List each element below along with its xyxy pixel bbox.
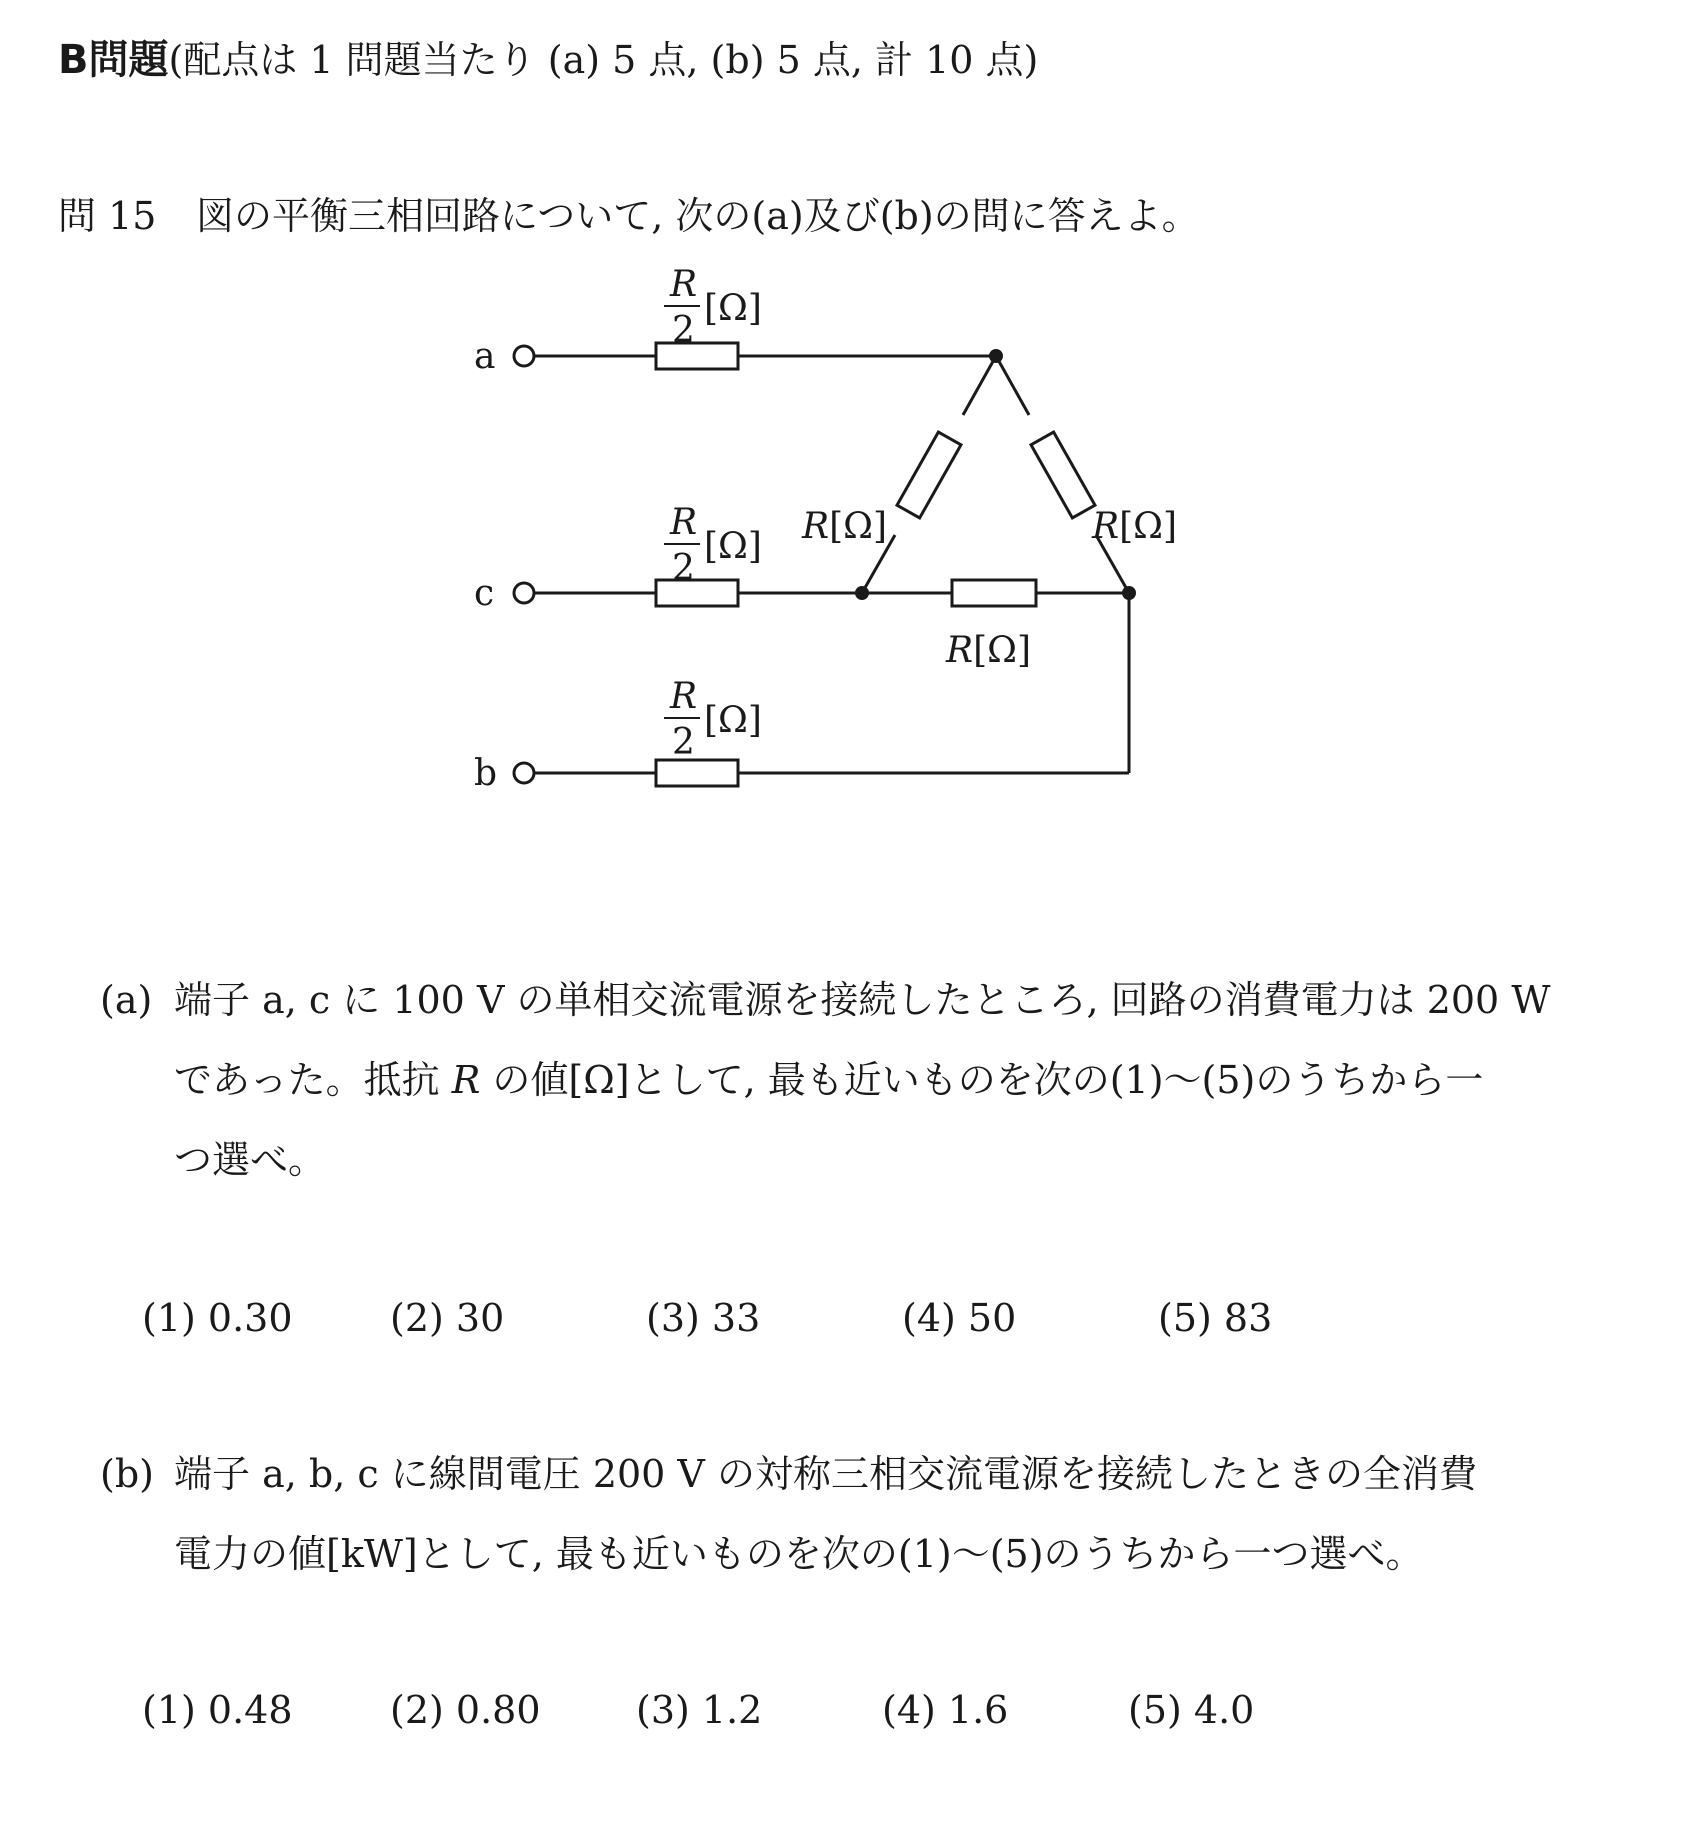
terminal-b bbox=[514, 763, 534, 783]
terminal-label-b: b bbox=[474, 753, 498, 794]
part-a-choice-2[interactable]: (2) 30 bbox=[390, 1296, 505, 1340]
section-header bbox=[58, 30, 1038, 90]
part-a-variable-r: R bbox=[451, 1058, 481, 1102]
part-b-choice-1[interactable]: (1) 0.48 bbox=[142, 1688, 293, 1732]
label-b-den: 2 bbox=[672, 722, 695, 763]
label-a-den: 2 bbox=[672, 310, 695, 351]
part-a-line-1 bbox=[100, 960, 1550, 1040]
label-a-unit: [Ω] bbox=[704, 288, 762, 329]
part-b-choice-5[interactable]: (5) 4.0 bbox=[1128, 1688, 1255, 1732]
part-a-text bbox=[100, 960, 1550, 1200]
node-right bbox=[1122, 586, 1136, 600]
part-a-choice-5[interactable]: (5) 83 bbox=[1158, 1296, 1273, 1340]
terminal-label-a: a bbox=[474, 336, 496, 377]
part-a-line-2 bbox=[100, 1040, 1550, 1120]
label-b-unit: [Ω] bbox=[704, 700, 762, 741]
part-b-line-2: 電力の値[kW]として, 最も近いものを次の(1)～(5)のうちから一つ選べ。 bbox=[174, 1532, 1424, 1576]
resistor-line-a bbox=[656, 343, 738, 369]
part-a-line-2-post: の値[Ω]として, 最も近いものを次の(1)～(5)のうちから一 bbox=[480, 1058, 1484, 1102]
resistor-delta-left bbox=[897, 432, 961, 518]
resistor-line-b bbox=[656, 760, 738, 786]
terminal-a bbox=[514, 346, 534, 366]
label-c-unit: [Ω] bbox=[704, 526, 762, 567]
label-delta-right: R[Ω] bbox=[1092, 506, 1178, 547]
part-b-line-1 bbox=[100, 1434, 1477, 1514]
section-score-note: (配点は 1 問題当たり (a) 5 点, (b) 5 点, 計 10 点) bbox=[168, 38, 1039, 82]
circuit-diagram bbox=[430, 260, 1250, 880]
part-b-choice-4[interactable]: (4) 1.6 bbox=[882, 1688, 1009, 1732]
question-stem bbox=[58, 186, 1200, 246]
terminal-label-c: c bbox=[474, 573, 495, 614]
resistor-line-c bbox=[656, 580, 738, 606]
terminal-c bbox=[514, 583, 534, 603]
label-c-den: 2 bbox=[672, 548, 695, 589]
part-a-line-2-pre: であった。抵抗 bbox=[174, 1058, 452, 1102]
part-a-label: (a) bbox=[100, 978, 153, 1022]
resistor-delta-bottom bbox=[952, 580, 1036, 606]
label-delta-bottom: R[Ω] bbox=[946, 630, 1032, 671]
part-a-line-3: つ選べ。 bbox=[174, 1138, 327, 1182]
part-a-choice-3[interactable]: (3) 33 bbox=[646, 1296, 761, 1340]
delta-left-wire-top bbox=[963, 356, 996, 415]
part-b-text bbox=[100, 1434, 1477, 1594]
node-left bbox=[855, 586, 869, 600]
label-b-num: R bbox=[670, 676, 698, 717]
part-a-line-1-text: 端子 a, c に 100 V の単相交流電源を接続したところ, 回路の消費電力は 200 W bbox=[174, 978, 1551, 1022]
resistor-delta-right bbox=[1031, 432, 1095, 518]
label-delta-left: R[Ω] bbox=[802, 506, 888, 547]
delta-right-wire-top bbox=[996, 356, 1029, 415]
question-number: 問 15 bbox=[58, 194, 157, 238]
part-b-line-1-text: 端子 a, b, c に線間電圧 200 V の対称三相交流電源を接続したときの全消費 bbox=[174, 1452, 1477, 1496]
label-c-num: R bbox=[670, 502, 698, 543]
question-text: 図の平衡三相回路について, 次の(a)及び(b)の問に答えよ。 bbox=[196, 194, 1200, 238]
part-a-choice-4[interactable]: (4) 50 bbox=[902, 1296, 1017, 1340]
node-top bbox=[989, 349, 1003, 363]
part-b-label: (b) bbox=[100, 1452, 154, 1496]
part-b-choice-2[interactable]: (2) 0.80 bbox=[390, 1688, 541, 1732]
part-a-choice-1[interactable]: (1) 0.30 bbox=[142, 1296, 293, 1340]
label-a-num: R bbox=[670, 264, 698, 305]
part-b-choice-3[interactable]: (3) 1.2 bbox=[636, 1688, 763, 1732]
section-title: B問題 bbox=[58, 37, 169, 83]
